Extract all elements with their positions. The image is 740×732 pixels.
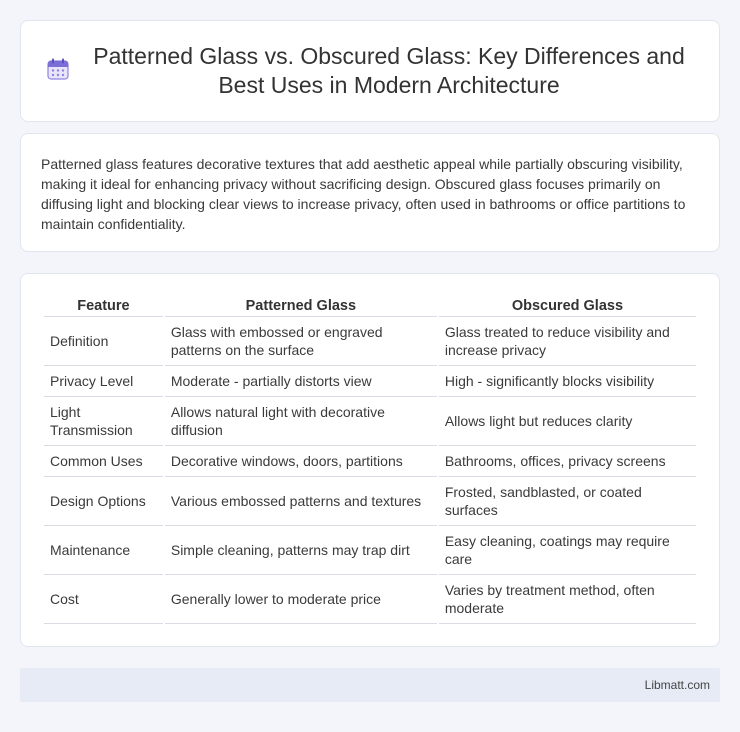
row-patterned: Glass with embossed or engraved patterns on the surface: [165, 317, 437, 366]
row-feature: Light Transmission: [44, 397, 163, 446]
row-obscured: Allows light but reduces clarity: [439, 397, 696, 446]
row-patterned: Moderate - partially distorts view: [165, 366, 437, 397]
row-obscured: Frosted, sandblasted, or coated surfaces: [439, 477, 696, 526]
row-feature: Design Options: [44, 477, 163, 526]
row-obscured: Bathrooms, offices, privacy screens: [439, 446, 696, 477]
row-feature: Common Uses: [44, 446, 163, 477]
row-feature: Privacy Level: [44, 366, 163, 397]
table-row: [44, 575, 696, 624]
intro-paragraph: Patterned glass features decorative textures that add aesthetic appeal while partially obscuring visibility, making it ideal for enhancing privacy without sacrificing design. Obscured glass focuses primarily on diffusing light and blocking clear views to increase privacy, often used in bathrooms or office partitions to maintain confidentiality.: [41, 156, 686, 232]
row-patterned: Allows natural light with decorative diffusion: [165, 397, 437, 446]
comparison-card: [20, 273, 720, 647]
footer: [20, 668, 720, 702]
footer-site-link[interactable]: Libmatt.com: [644, 678, 710, 692]
comparison-table: [42, 295, 698, 624]
row-feature: Cost: [44, 575, 163, 624]
row-obscured: Varies by treatment method, often moderate: [439, 575, 696, 624]
row-obscured: Easy cleaning, coatings may require care: [439, 526, 696, 575]
table-row: [44, 446, 696, 477]
row-feature: Definition: [44, 317, 163, 366]
row-patterned: Simple cleaning, patterns may trap dirt: [165, 526, 437, 575]
table-row: [44, 317, 696, 366]
header-obscured-glass: Obscured Glass: [439, 295, 696, 317]
row-patterned: Various embossed patterns and textures: [165, 477, 437, 526]
row-patterned: Generally lower to moderate price: [165, 575, 437, 624]
page-title: Patterned Glass vs. Obscured Glass: Key Differences and Best Uses in Modern Architecture: [93, 43, 685, 98]
table-row: [44, 397, 696, 446]
header-card: [20, 20, 720, 122]
calendar-icon: [45, 56, 71, 82]
table-row: [44, 366, 696, 397]
header-feature: Feature: [44, 295, 163, 317]
header-patterned-glass: Patterned Glass: [165, 295, 437, 317]
intro-card: [20, 133, 720, 252]
row-obscured: High - significantly blocks visibility: [439, 366, 696, 397]
table-header-row: [44, 295, 696, 317]
row-feature: Maintenance: [44, 526, 163, 575]
table-row: [44, 526, 696, 575]
row-obscured: Glass treated to reduce visibility and increase privacy: [439, 317, 696, 366]
table-row: [44, 477, 696, 526]
row-patterned: Decorative windows, doors, partitions: [165, 446, 437, 477]
